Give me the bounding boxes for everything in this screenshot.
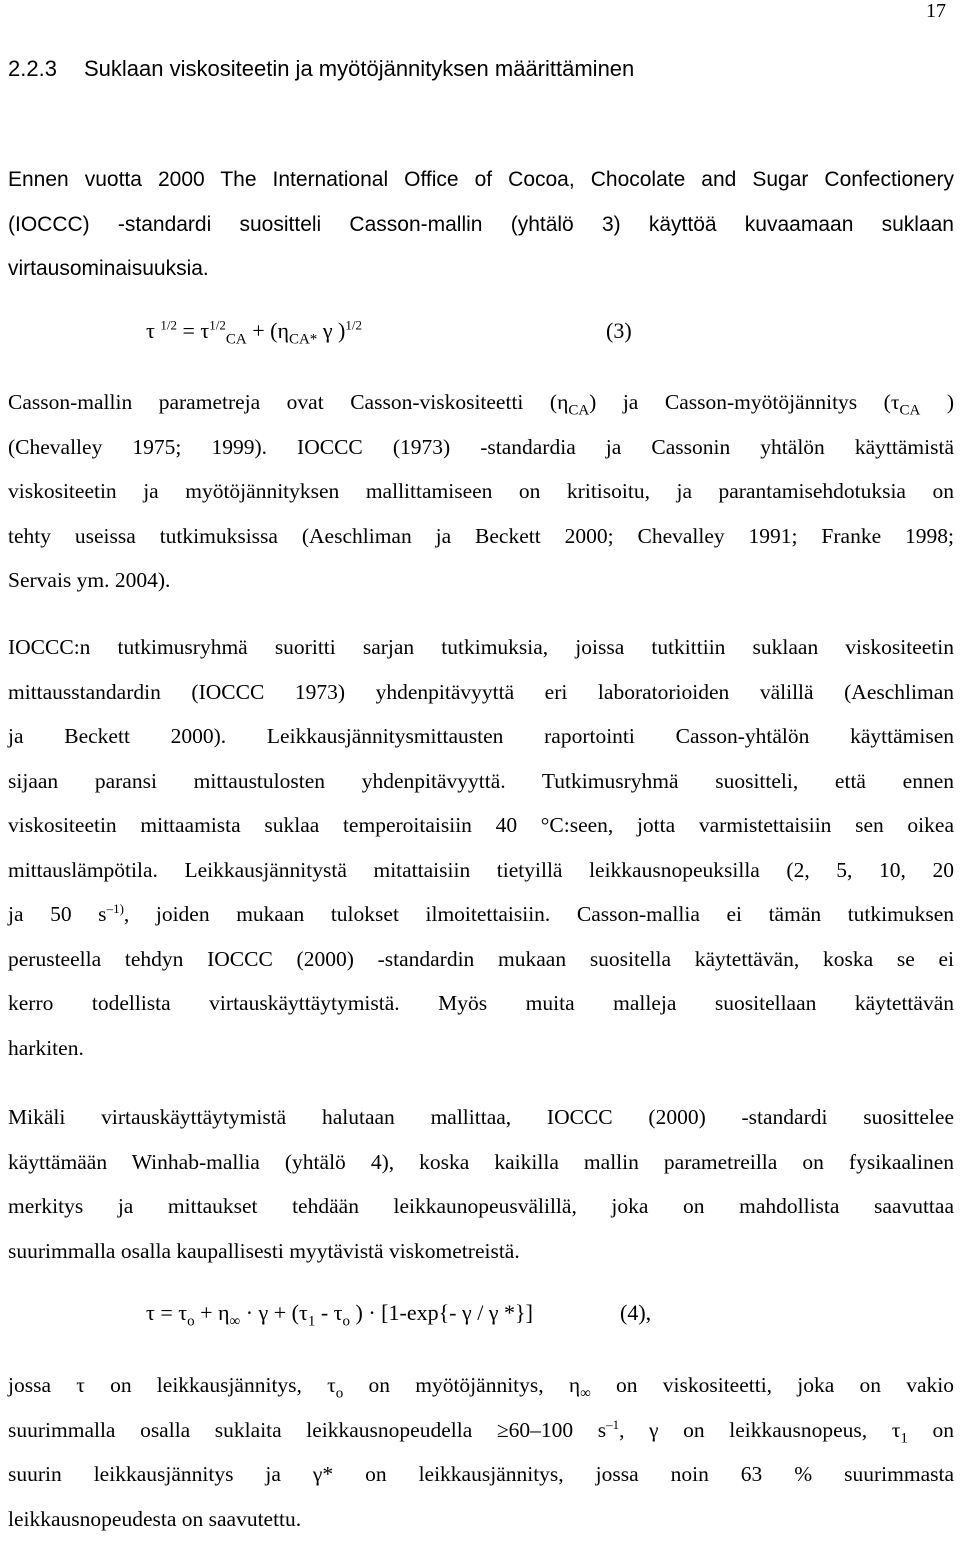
paragraph-line: virtausominaisuuksia. — [8, 247, 954, 292]
section-title: Suklaan viskositeetin ja myötöjännityksen määrittäminen — [84, 56, 634, 81]
paragraph-line: (IOCCC) -standardi suositteli Casson-mallin (yhtälö 3) käyttöä kuvaamaan suklaan — [8, 203, 954, 248]
paragraph-line: ja 50 $s^{-1)}$, joiden mukaan tulokset ilmoitettaisiin. Casson-mallia ei tämän tutkimuksen — [8, 892, 954, 937]
paragraph-line: leikkausnopeudesta on saavutettu. — [8, 1497, 954, 1541]
equation-4-label: (4), — [620, 1300, 651, 1326]
section-heading — [8, 56, 634, 82]
paragraph-line: viskositeetin ja myötöjännityksen mallittamiseen on kritisoitu, ja parantamisehdotuksia on — [8, 469, 954, 514]
eq-tau-ca: τ — [200, 318, 209, 343]
paragraph-line: perusteella tehdyn IOCCC (2000) -standardin mukaan suositella käytettävän, koska se ei — [8, 937, 954, 982]
paragraph-intro — [8, 158, 954, 292]
paragraph-line: tehty useissa tutkimuksissa (Aeschliman ja Beckett 2000; Chevalley 1991; Franke 1998; — [8, 514, 954, 559]
paragraph-line: suurimmalla osalla kaupallisesti myytävistä viskometreistä. — [8, 1229, 954, 1274]
eq-paren: ) — [338, 318, 345, 343]
paragraph-definitions — [8, 1363, 954, 1541]
eq-exponent: 1/2 — [160, 318, 177, 333]
paragraph-winhab — [8, 1095, 954, 1273]
equation-3-label: (3) — [606, 318, 632, 344]
paragraph-casson — [8, 380, 954, 603]
paragraph-line: kerro todellista virtauskäyttäytymistä. Myös muita malleja suositellaan käytettävän — [8, 981, 954, 1026]
paragraph-line: mittauslämpötila. Leikkausjännitystä mitattaisiin tietyillä leikkausnopeuksilla (2, 5, 10, 20 — [8, 848, 954, 893]
paragraph-line: Mikäli virtauskäyttäytymistä halutaan mallittaa, IOCCC (2000) -standardi suosittelee — [8, 1095, 954, 1140]
paragraph-line: ja Beckett 2000). Leikkausjännitysmittausten raportointi Casson-yhtälön käyttämisen — [8, 714, 954, 759]
eq-equals: = — [182, 318, 194, 343]
paragraph-line: viskositeetin mittaamista suklaa temperoitaisiin 40 °C:seen, jotta varmistettaisiin sen oikea — [8, 803, 954, 848]
paragraph-line: Servais ym. 2004). — [8, 558, 954, 603]
equation-4: $\tau = \tau_o + \eta_\infty \cdot \gamma + (\tau_1 - \tau_o$ ) · [1-exp{- γ / γ *}] — [146, 1300, 533, 1326]
eq-exponent: 1/2 — [209, 318, 226, 333]
equation-3 — [146, 318, 362, 344]
paragraph-line: mittausstandardin (IOCCC 1973) yhdenpitävyyttä eri laboratorioiden välillä (Aeschliman — [8, 670, 954, 715]
paragraph-line: Casson-mallin parametreja ovat Casson-viskositeetti $(\eta_{CA})$ ja Casson-myötöjännitys ($\tau_{CA}$ ) — [8, 380, 954, 425]
eq-exponent: 1/2 — [345, 318, 362, 333]
eq-subscript: CA — [226, 331, 247, 347]
paragraph-line: harkiten. — [8, 1026, 954, 1071]
paragraph-line: (Chevalley 1975; 1999). IOCCC (1973) -standardia ja Cassonin yhtälön käyttämistä — [8, 425, 954, 470]
eq-gamma: γ — [323, 318, 333, 343]
paragraph-line: Ennen vuotta 2000 The International Office of Cocoa, Chocolate and Sugar Confectionery — [8, 158, 954, 203]
paragraph-line: jossa τ on leikkausjännitys, $\tau_o$ on myötöjännitys, $\eta_\infty$ on viskositeetti, joka on vakio — [8, 1363, 954, 1408]
paragraph-ioccc — [8, 625, 954, 1070]
eq-plus: + — [252, 318, 264, 343]
paragraph-line: IOCCC:n tutkimusryhmä suoritti sarjan tutkimuksia, joissa tutkittiin suklaan viskositeetin — [8, 625, 954, 670]
eq-tau: τ — [146, 318, 155, 343]
page-number: 17 — [926, 0, 946, 23]
section-number: 2.2.3 — [8, 56, 84, 82]
paragraph-line: sijaan paransi mittaustulosten yhdenpitävyyttä. Tutkimusryhmä suositteli, että ennen — [8, 759, 954, 804]
paragraph-line: suurin leikkausjännitys ja γ* on leikkausjännitys, jossa noin 63 % suurimmasta — [8, 1452, 954, 1497]
eq-eta: (η — [270, 318, 289, 343]
paragraph-line: suurimmalla osalla suklaita leikkausnopeudella ≥60–100 $s^{-1}$, γ on leikkausnopeus, $\tau_1$ on — [8, 1408, 954, 1453]
paragraph-line: käyttämään Winhab-mallia (yhtälö 4), koska kaikilla mallin parametreilla on fysikaalinen — [8, 1140, 954, 1185]
eq-subscript: CA* — [289, 331, 317, 347]
paragraph-line: merkitys ja mittaukset tehdään leikkaunopeusvälillä, joka on mahdollista saavuttaa — [8, 1184, 954, 1229]
